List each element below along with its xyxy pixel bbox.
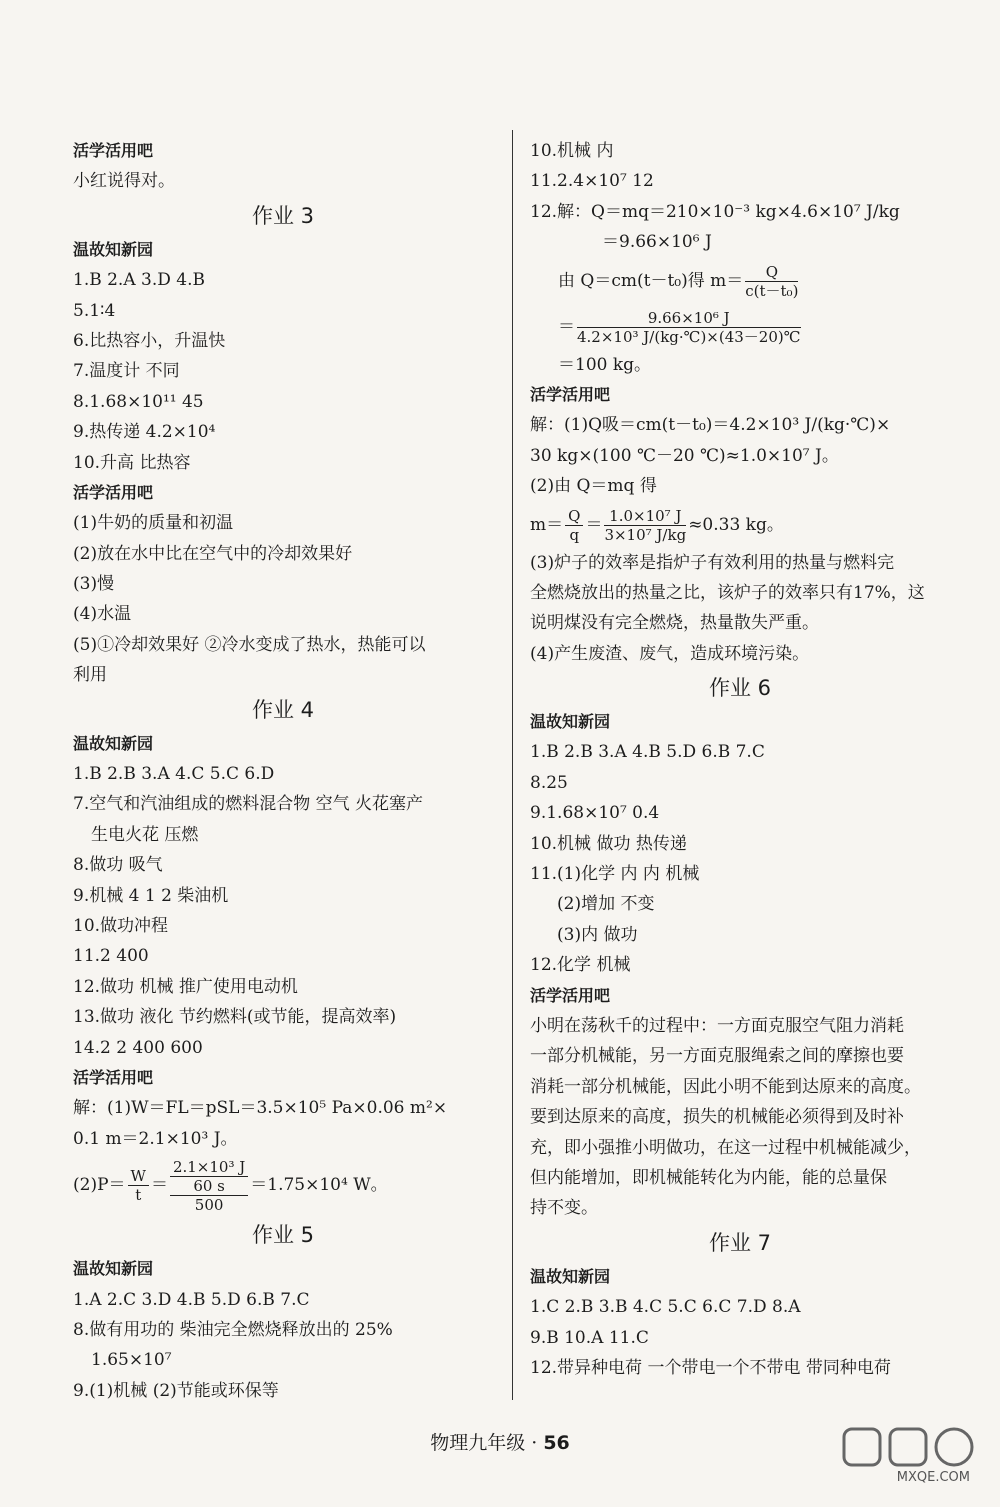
solution-line: (2)由 Q＝mq 得 — [530, 476, 657, 497]
numerator: Q — [745, 263, 798, 282]
answer-line: 9.热传递 4.2×10⁴ — [73, 422, 216, 443]
compound-fraction — [170, 1158, 248, 1214]
fraction — [604, 507, 686, 544]
homework-title: 作业 4 — [251, 697, 315, 722]
answer-line: 9.机械 4 1 2 柴油机 — [73, 885, 229, 906]
denominator: q — [569, 525, 580, 544]
paragraph-line: 要到达原来的高度，损失的机械能必须得到及时补 — [530, 1107, 904, 1128]
answer-line: (3)内 做功 — [557, 924, 638, 945]
numerator: W — [128, 1167, 149, 1186]
answer-line: 1.B 2.B 3.A 4.C 5.C 6.D — [73, 764, 275, 785]
paragraph-line: 持不变。 — [530, 1198, 598, 1219]
solution-line: 全燃烧放出的热量之比，该炉子的效率只有17%，这 — [530, 582, 925, 603]
paragraph-line: 消耗一部分机械能，因此小明不能到达原来的高度。 — [530, 1076, 921, 1097]
section-heading: 活学活用吧 — [73, 482, 154, 502]
section-heading: 活学活用吧 — [73, 141, 154, 160]
numerator: 9.66×10⁶ J — [577, 309, 801, 328]
numerator: 1.0×10⁷ J — [604, 507, 686, 526]
answer-line: 11.2.4×10⁷ 12 — [530, 171, 654, 192]
answer-line: 7.空气和汽油组成的燃料混合物 空气 火花塞产 — [73, 794, 424, 815]
answer-line: 12.化学 机械 — [530, 955, 631, 976]
solution-line: 解：(1)W＝FL＝pSL＝3.5×10⁵ Pa×0.06 m²× — [73, 1098, 448, 1119]
answer-line: 11.2 400 — [73, 946, 149, 967]
eq-text: ＝ — [150, 1175, 168, 1196]
answer-line: 1.B 2.B 3.A 4.B 5.D 6.B 7.C — [530, 742, 765, 763]
paragraph-line: 但内能增加，即机械能转化为内能，能的总量保 — [530, 1167, 887, 1188]
answer-line: 12.带异种电荷 一个带电一个不带电 带同种电荷 — [530, 1357, 891, 1378]
mass-equation — [530, 258, 950, 304]
answer-line: (3)慢 — [73, 574, 115, 595]
watermark-text: MXQE.COM — [896, 1470, 970, 1485]
answer-line: ＝100 kg。 — [558, 354, 652, 375]
homework-title: 作业 6 — [708, 676, 772, 701]
eq-text: ＝1.75×10⁴ W。 — [250, 1175, 388, 1196]
paragraph-line: 一部分机械能，另一方面克服绳索之间的摩擦也要 — [530, 1046, 904, 1067]
solution-line: 解：(1)Q吸＝cm(t－t₀)＝4.2×10³ J/(kg·℃)× — [530, 415, 891, 436]
mass-result-equation — [530, 502, 950, 548]
answer-line: 9.1.68×10⁷ 0.4 — [530, 803, 660, 824]
left-column — [73, 136, 493, 1406]
column-divider — [512, 130, 513, 1400]
answer-line: 12.解：Q＝mq＝210×10⁻³ kg×4.6×10⁷ J/kg — [530, 201, 900, 222]
homework-title: 作业 3 — [251, 203, 315, 228]
answer-line: 10.升高 比热容 — [73, 452, 191, 473]
denominator: t — [135, 1186, 142, 1205]
answer-line: 1.65×10⁷ — [91, 1350, 172, 1371]
mass-calculation — [530, 304, 950, 350]
right-column — [530, 136, 950, 1383]
answer-line: 8.1.68×10¹¹ 45 — [73, 391, 204, 412]
section-heading: 温故知新园 — [530, 712, 611, 732]
solution-line: 说明煤没有完全燃烧，热量散失严重。 — [530, 613, 819, 634]
fraction — [577, 309, 801, 346]
paragraph-line: 小明在荡秋千的过程中：一方面克服空气阻力消耗 — [530, 1015, 904, 1036]
answer-line: 9.(1)机械 (2)节能或环保等 — [73, 1380, 279, 1401]
footer-subject: 物理九年级 · — [430, 1432, 544, 1454]
answer-line: 8.做功 吸气 — [73, 855, 163, 876]
denominator: c(t－t₀) — [745, 281, 799, 300]
answer-text: 小红说得对。 — [73, 171, 175, 192]
homework-title: 作业 5 — [251, 1223, 315, 1248]
answer-line: 9.B 10.A 11.C — [530, 1327, 649, 1348]
answer-line: 生电火花 压燃 — [91, 824, 199, 845]
answer-line: (2)放在水中比在空气中的冷却效果好 — [73, 543, 353, 564]
answer-line: 10.做功冲程 — [73, 915, 169, 936]
answer-line: 1.A 2.C 3.D 4.B 5.D 6.B 7.C — [73, 1289, 310, 1310]
answer-line: (4)水温 — [73, 604, 132, 625]
section-heading: 活学活用吧 — [530, 384, 611, 404]
homework-title: 作业 7 — [708, 1230, 772, 1255]
eq-text: ＝ — [558, 316, 575, 337]
page-number: 56 — [543, 1432, 570, 1454]
numerator: Q — [565, 507, 583, 526]
answer-line: 14.2 2 400 600 — [73, 1037, 203, 1058]
section-heading: 温故知新园 — [530, 1266, 611, 1286]
fraction-w-over-t — [128, 1167, 149, 1204]
section-heading: 活学活用吧 — [530, 985, 611, 1005]
section-heading: 温故知新园 — [73, 733, 154, 753]
paragraph-line: 充，即小强推小明做功，在这一过程中机械能减少， — [530, 1137, 921, 1158]
solution-line: 30 kg×(100 ℃－20 ℃)≈1.0×10⁷ J。 — [530, 445, 839, 466]
section-heading: 温故知新园 — [73, 1259, 154, 1279]
eq-text: 由 Q＝cm(t－t₀)得 m＝ — [558, 270, 744, 291]
denominator: 500 — [194, 1195, 224, 1214]
answer-line: 13.做功 液化 节约燃料(或节能，提高效率) — [73, 1007, 397, 1028]
denominator: 60 s — [170, 1177, 248, 1196]
denominator: 4.2×10³ J/(kg·℃)×(43－20)℃ — [577, 327, 801, 346]
answer-line: 8.做有用功的 柴油完全燃烧释放出的 25% — [73, 1319, 393, 1340]
fraction — [565, 507, 583, 544]
denominator: 3×10⁷ J/kg — [604, 525, 687, 544]
eq-text: ＝ — [585, 514, 603, 535]
answer-line: (1)牛奶的质量和初温 — [73, 513, 234, 534]
answer-line: 10.机械 内 — [530, 141, 614, 161]
eq-text: m＝ — [530, 514, 564, 535]
answer-line: 8.25 — [530, 772, 568, 793]
solution-line: (4)产生废渣、废气，造成环境污染。 — [530, 643, 810, 664]
answer-line: ＝9.66×10⁶ J — [602, 232, 712, 253]
eq-text: ≈0.33 kg。 — [688, 514, 784, 535]
answer-line: 1.B 2.A 3.D 4.B — [73, 270, 205, 291]
answer-line: (2)增加 不变 — [557, 894, 655, 915]
answer-line: 利用 — [73, 665, 107, 686]
answer-line: 6.比热容小，升温快 — [73, 330, 226, 351]
solution-line: 0.1 m＝2.1×10³ J。 — [73, 1128, 238, 1149]
answer-line: 11.(1)化学 内 内 机械 — [530, 864, 700, 885]
answer-line: 10.机械 做功 热传递 — [530, 833, 687, 854]
answer-line: (5)①冷却效果好 ②冷水变成了热水，热能可以 — [73, 634, 426, 655]
answer-line: 1.C 2.B 3.B 4.C 5.C 6.C 7.D 8.A — [530, 1297, 801, 1318]
watermark-logo — [836, 1425, 986, 1495]
numerator: 2.1×10³ J — [170, 1158, 248, 1177]
section-heading: 温故知新园 — [73, 239, 154, 259]
solution-line: (3)炉子的效率是指炉子有效利用的热量与燃料完 — [530, 552, 895, 573]
power-equation — [73, 1154, 493, 1216]
section-heading: 活学活用吧 — [73, 1067, 154, 1087]
fraction — [745, 263, 798, 300]
answer-line: 12.做功 机械 推广使用电动机 — [73, 976, 298, 997]
answer-line: 7.温度计 不同 — [73, 361, 180, 382]
answer-line: 5.1∶4 — [73, 300, 116, 321]
eq-text: (2)P＝ — [73, 1175, 126, 1196]
